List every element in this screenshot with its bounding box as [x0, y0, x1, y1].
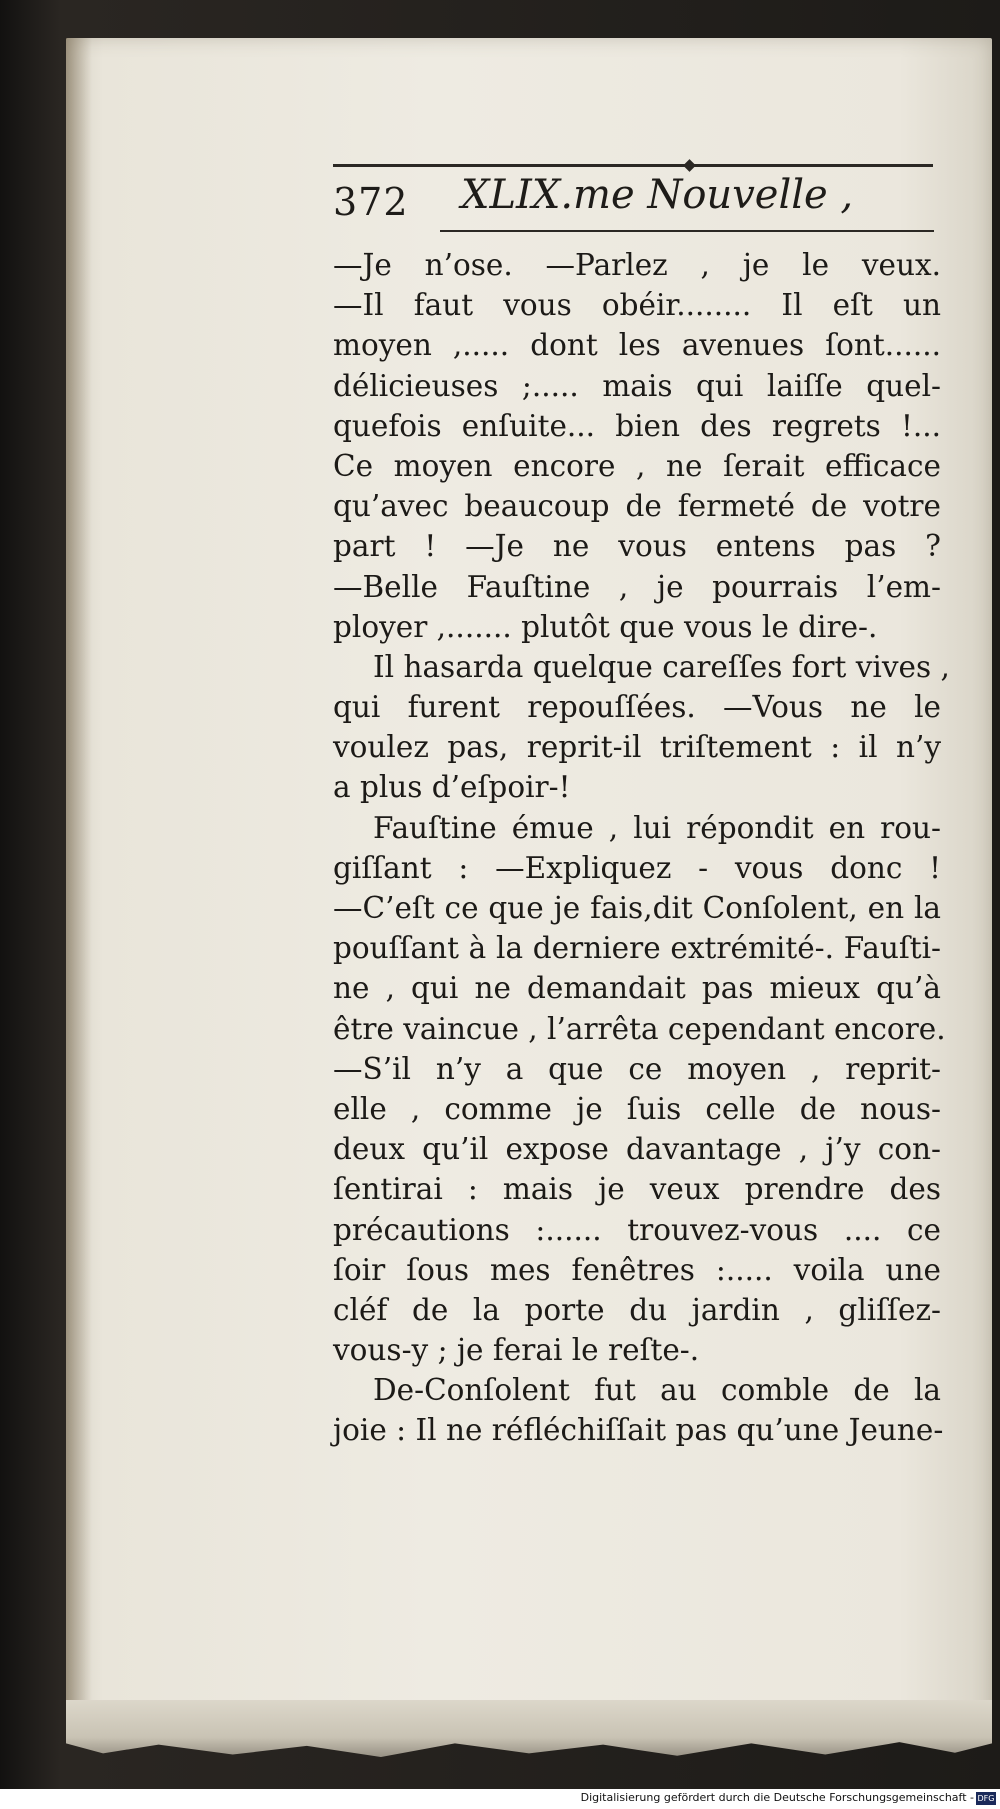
text-line: précautions :...... trouvez-vous .... ce — [333, 1212, 941, 1247]
body-text — [333, 245, 950, 1451]
page-gutter-shadow — [66, 38, 92, 1738]
funding-credit: Digitalisierung gefördert durch die Deutsche Forschungsgemeinschaft - — [580, 1791, 974, 1804]
header-rule-top — [333, 164, 933, 167]
running-title: XLIX.me Nouvelle , — [461, 172, 854, 218]
text-line: —S’il n’y a que ce moyen , reprit- — [333, 1051, 941, 1086]
page-header — [333, 172, 933, 228]
dfg-logo-icon: DFG — [977, 1794, 995, 1803]
digitization-footer — [0, 1789, 1000, 1809]
text-line: joie : Il ne réfléchiſſait pas qu’une Jeune- — [333, 1413, 944, 1448]
text-line: ployer ,....... plutôt que vous le dire-. — [333, 609, 878, 644]
text-line: Il hasarda quelque careſſes fort vives , — [373, 649, 950, 684]
text-line: pouſſant à la derniere extrémité-. Fauſti- — [333, 931, 941, 966]
text-line: —C’eſt ce que je fais,dit Conſolent, en la — [333, 891, 941, 925]
text-line: part ! —Je ne vous entens pas ? — [333, 529, 941, 564]
text-line: ſoir ſous mes fenêtres :..... voila une — [333, 1252, 941, 1287]
text-line: ſentirai : mais je veux prendre des — [333, 1172, 941, 1207]
text-line: giſſant : —Expliquez - vous donc ! — [333, 850, 941, 885]
page-number: 372 — [333, 180, 409, 224]
text-line: qui furent repouſſées. —Vous ne le — [333, 690, 941, 725]
text-line: —Il faut vous obéir........ Il eſt un — [333, 288, 941, 323]
text-line: être vaincue , l’arrêta cependant encore. — [333, 1011, 946, 1046]
text-line: deux qu’il expose davantage , j’y con- — [333, 1132, 941, 1167]
text-line: elle , comme je ſuis celle de nous- — [333, 1091, 941, 1126]
text-line: ne , qui ne demandait pas mieux qu’à — [333, 971, 941, 1006]
text-line: moyen ,..... dont les avenues ſont...... — [333, 328, 941, 363]
text-line: —Je n’ose. —Parlez , je le veux. — [333, 248, 941, 282]
text-line: cléf de la porte du jardin , gliſſez- — [333, 1292, 941, 1327]
text-line: Fauſtine émue , lui répondit en rou- — [373, 810, 941, 845]
text-line: Ce moyen encore , ne ſerait efficace — [333, 448, 941, 483]
text-line: —Belle Fauſtine , je pourrais l’em- — [333, 569, 941, 604]
text-line: a plus d’eſpoir-! — [333, 770, 571, 805]
text-line: vous-y ; je ferai le reſte-. — [333, 1333, 700, 1368]
text-line: qu’avec beaucoup de fermeté de votre — [333, 489, 941, 524]
text-line: quefois enſuite... bien des regrets !... — [333, 408, 941, 443]
text-line: De-Conſolent fut au comble de la — [373, 1373, 941, 1408]
header-rule-bottom — [440, 230, 934, 232]
text-line: voulez pas, reprit-il triſtement : il n’y — [333, 730, 941, 765]
text-line: délicieuses ;..... mais qui laiſſe quel- — [333, 368, 941, 403]
